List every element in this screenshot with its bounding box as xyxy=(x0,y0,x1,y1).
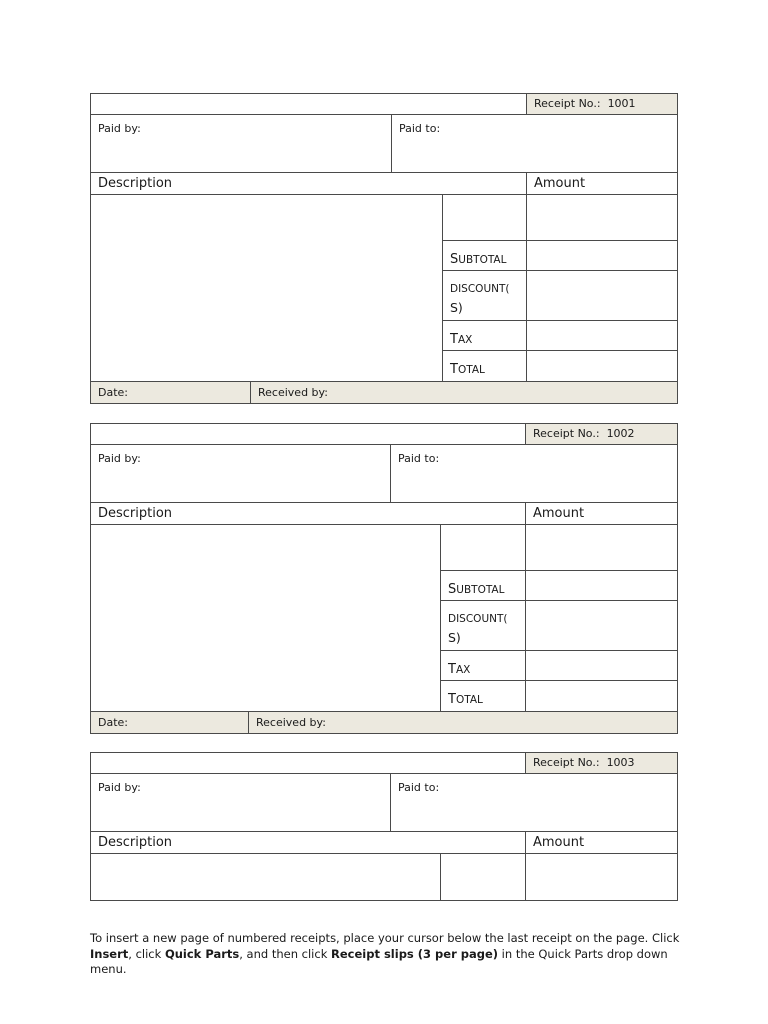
discount-amount[interactable] xyxy=(525,600,678,651)
item-label-blank xyxy=(440,853,526,901)
receipt-slips-term: Receipt slips (3 per page) xyxy=(331,946,499,961)
paid-by-cell[interactable] xyxy=(90,114,392,173)
insert-term: Insert xyxy=(90,946,129,961)
description-area[interactable] xyxy=(90,853,441,901)
item-amount[interactable] xyxy=(525,853,678,901)
amount-header: Amount xyxy=(525,831,678,854)
item-label-blank xyxy=(442,194,527,241)
paid-to-cell[interactable] xyxy=(390,773,678,832)
receipt-number-value: 1001 xyxy=(607,97,636,110)
received-by-cell[interactable]: Received by: xyxy=(248,711,678,734)
paid-to-label: Paid to: xyxy=(398,781,440,794)
description-header: Description xyxy=(90,831,526,854)
paid-by-cell[interactable] xyxy=(90,773,391,832)
receipt-number-label: Receipt No.: xyxy=(534,97,601,110)
total-label: TOTAL xyxy=(440,680,526,712)
paid-to-label: Paid to: xyxy=(398,452,440,465)
receipt-header-blank xyxy=(90,93,527,115)
received-by-cell[interactable]: Received by: xyxy=(250,381,678,404)
subtotal-label: SUBTOTAL xyxy=(442,240,527,271)
subtotal-amount[interactable] xyxy=(526,240,678,271)
subtotal-amount[interactable] xyxy=(525,570,678,601)
receipt-number-label: Receipt No.: xyxy=(533,756,600,769)
discount-amount[interactable] xyxy=(526,270,678,321)
quick-parts-term: Quick Parts xyxy=(164,946,240,961)
receipt-number-cell xyxy=(525,752,678,774)
paid-by-label: Paid by: xyxy=(98,781,141,794)
item-label-blank xyxy=(440,524,526,571)
receipt-number-cell xyxy=(526,93,678,115)
receipt-header-blank xyxy=(90,423,526,445)
description-header: Description xyxy=(90,502,526,525)
amount-header: Amount xyxy=(526,172,678,195)
paid-by-label: Paid by: xyxy=(98,452,141,465)
discount-label: DISCOUNT( S) xyxy=(440,600,526,651)
tax-label: TAX xyxy=(440,650,526,681)
receipt-header-blank xyxy=(90,752,526,774)
discount-label: DISCOUNT( S) xyxy=(442,270,527,321)
total-amount[interactable] xyxy=(525,680,678,712)
instructions-note: To insert a new page of numbered receipts, place your cursor below the last receipt on the page. Click Insert, click Quick Parts, and then click Receipt slips (3 per page) in the Quick Parts drop down menu. xyxy=(90,931,680,976)
description-header: Description xyxy=(90,172,527,195)
receipt-number-value: 1002 xyxy=(606,427,635,440)
tax-amount[interactable] xyxy=(526,320,678,351)
description-area[interactable] xyxy=(90,194,443,382)
amount-header: Amount xyxy=(525,502,678,525)
paid-to-cell[interactable] xyxy=(391,114,678,173)
receipt-number-value: 1003 xyxy=(606,756,635,769)
tax-amount[interactable] xyxy=(525,650,678,681)
paid-by-label: Paid by: xyxy=(98,122,141,135)
total-label: TOTAL xyxy=(442,350,527,382)
paid-by-cell[interactable] xyxy=(90,444,391,503)
item-amount[interactable] xyxy=(526,194,678,241)
subtotal-label: SUBTOTAL xyxy=(440,570,526,601)
date-cell[interactable]: Date: xyxy=(90,381,251,404)
receipt-number-cell xyxy=(525,423,678,445)
paid-to-cell[interactable] xyxy=(390,444,678,503)
receipt-number-label: Receipt No.: xyxy=(533,427,600,440)
total-amount[interactable] xyxy=(526,350,678,382)
paid-to-label: Paid to: xyxy=(399,122,441,135)
item-amount[interactable] xyxy=(525,524,678,571)
description-area[interactable] xyxy=(90,524,441,712)
date-cell[interactable]: Date: xyxy=(90,711,249,734)
tax-label: TAX xyxy=(442,320,527,351)
